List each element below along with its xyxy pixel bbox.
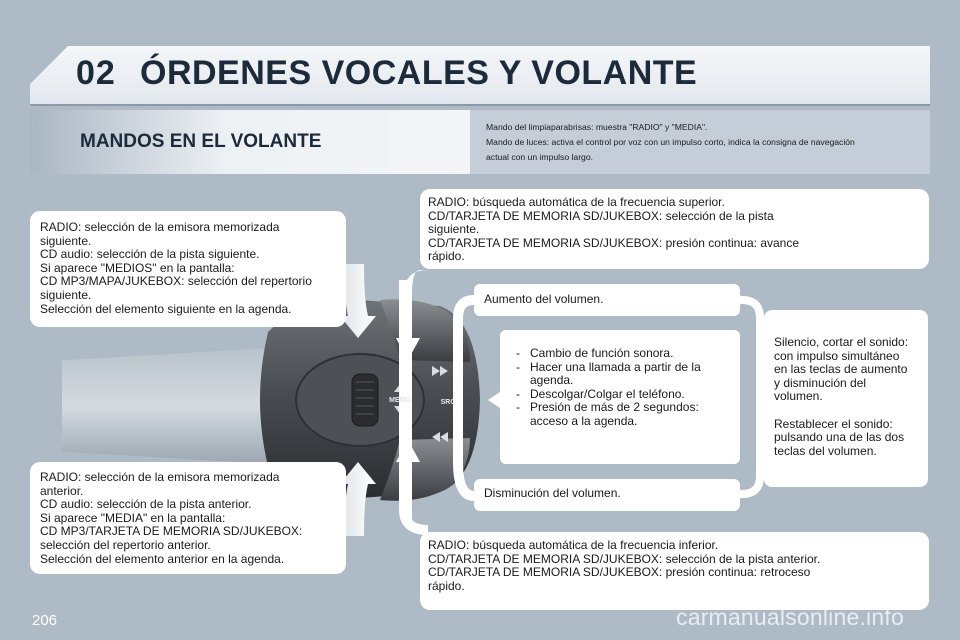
callout-line: CD/TARJETA DE MEMORIA SD/JUKEBOX: presión continua: avance	[428, 235, 800, 250]
list-item-text: - Presión de más de 2 segundos:	[530, 400, 699, 415]
callout-line: anterior.	[40, 483, 84, 498]
watermark: carmanualsonline.info	[676, 604, 904, 630]
section-note-line: Mando del limpiaparabrisas: muestra "RADIO" y "MEDIA".	[486, 122, 708, 132]
list-item	[508, 347, 732, 361]
list-item-text: - Descolgar/Colgar el teléfono.	[530, 386, 685, 401]
callout-line: Silencio, cortar el sonido:	[774, 335, 909, 349]
callout-line: siguiente.	[40, 233, 92, 248]
list-item	[508, 401, 732, 428]
list-item	[508, 388, 732, 402]
callout-line: Restablecer el sonido:	[774, 416, 893, 431]
callout-volume-down: Disminución del volumen.	[474, 479, 740, 511]
callout-line: Si aparece "MEDIA" en la pantalla:	[40, 510, 226, 525]
callout-previous-preset	[30, 462, 346, 574]
callout-next-preset	[30, 211, 346, 327]
callout-mute	[764, 310, 928, 487]
list-item	[508, 361, 732, 388]
callout-line: RADIO: selección de la emisora memorizada	[40, 220, 280, 234]
mute-bracket	[742, 300, 760, 494]
callout-line: CD/TARJETA DE MEMORIA SD/JUKEBOX: presión continua: retroceso	[428, 565, 811, 580]
section-note-line: actual con un impulso largo.	[486, 152, 594, 162]
callout-line: CD/TARJETA DE MEMORIA SD/JUKEBOX: selección de la pista	[428, 208, 774, 223]
chapter-title: ÓRDENES VOCALES Y VOLANTE	[140, 54, 698, 92]
callout-line: selección del repertorio anterior.	[40, 537, 211, 552]
section-title: MANDOS EN EL VOLANTE	[80, 131, 322, 152]
callout-line: Selección del elemento siguiente en la agenda.	[40, 301, 292, 316]
list-item-text: acceso a la agenda.	[530, 413, 638, 428]
callout-line: teclas del volumen.	[774, 443, 877, 458]
callout-line: CD audio: selección de la pista anterior.	[40, 497, 252, 512]
list-item-text: agenda.	[530, 373, 574, 388]
list-item-text: - Hacer una llamada a partir de la	[530, 359, 701, 374]
callout-line: siguiente.	[40, 287, 92, 302]
page-number: 206	[32, 612, 58, 629]
source-function-list	[508, 347, 732, 429]
list-item-text: - Cambio de función sonora.	[530, 346, 674, 360]
callout-line: volumen.	[774, 389, 823, 404]
callout-line: CD MP3/MAPA/JUKEBOX: selección del repertorio	[40, 274, 312, 289]
chapter-number: 02	[76, 54, 116, 92]
callout-line: Selección del elemento anterior en la agenda.	[40, 551, 285, 566]
callout-line: pulsando una de las dos	[774, 430, 905, 445]
src-label: SRC	[440, 399, 456, 406]
callout-source	[500, 330, 740, 464]
spacer	[774, 404, 920, 418]
callout-seek-down	[420, 532, 929, 610]
callout-line: con impulso simultáneo	[774, 348, 900, 363]
callout-line: Si aparece "MEDIOS" en la pantalla:	[40, 260, 235, 275]
callout-line: rápido.	[428, 578, 465, 593]
callout-line: siguiente.	[428, 222, 480, 237]
callout-line: y disminución del	[774, 375, 867, 390]
callout-seek-up	[420, 189, 929, 269]
callout-line: rápido.	[428, 249, 465, 264]
callout-line: RADIO: selección de la emisora memorizada	[40, 470, 280, 484]
section-note-line: Mando de luces: activa el control por voz con un impulso corto, indica la consigna de navegación	[486, 137, 855, 147]
memo-label: MEMO	[389, 397, 411, 404]
callout-volume-up: Aumento del volumen.	[474, 284, 740, 316]
callout-line: RADIO: búsqueda automática de la frecuencia superior.	[428, 195, 725, 209]
callout-line: CD audio: selección de la pista siguiente.	[40, 247, 260, 262]
callout-line: CD MP3/TARJETA DE MEMORIA SD/JUKEBOX:	[40, 524, 303, 539]
callout-line: en las teclas de aumento	[774, 362, 908, 377]
callout-line: RADIO: búsqueda automática de la frecuencia inferior.	[428, 538, 719, 552]
callout-line: CD/TARJETA DE MEMORIA SD/JUKEBOX: selección de la pista anterior.	[428, 551, 821, 566]
